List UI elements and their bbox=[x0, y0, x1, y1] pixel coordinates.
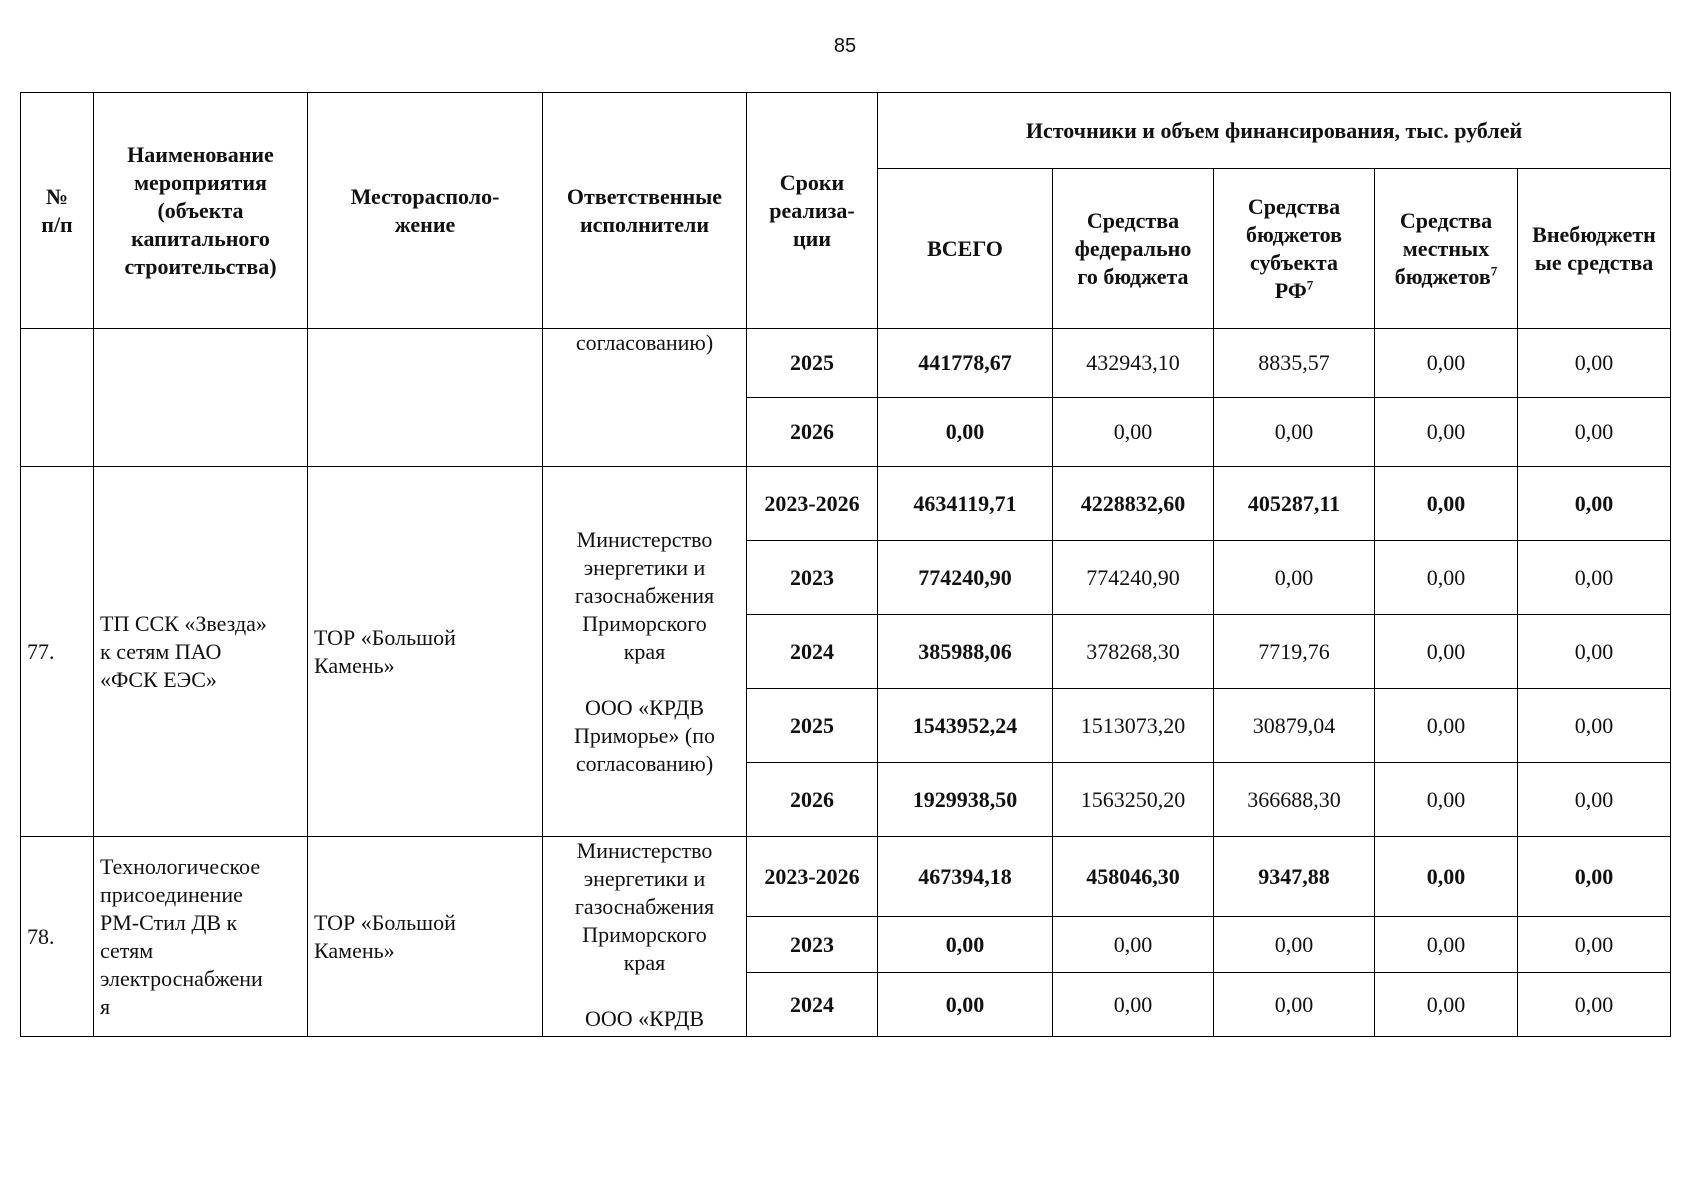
cell-extra: 0,00 bbox=[1518, 689, 1671, 763]
cell-federal: 0,00 bbox=[1053, 973, 1214, 1037]
cell-federal: 1563250,20 bbox=[1053, 763, 1214, 837]
cell-total: 774240,90 bbox=[878, 541, 1053, 615]
header-extra: Внебюджетн ые средства bbox=[1518, 169, 1671, 329]
cell-location-empty bbox=[308, 329, 543, 467]
cell-extra: 0,00 bbox=[1518, 973, 1671, 1037]
cell-extra: 0,00 bbox=[1518, 541, 1671, 615]
cell-total: 0,00 bbox=[878, 398, 1053, 467]
header-responsible: Ответственные исполнители bbox=[543, 93, 747, 329]
cell-year: 2024 bbox=[747, 973, 878, 1037]
cell-location: ТОР «Большой Камень» bbox=[308, 467, 543, 837]
cell-total: 4634119,71 bbox=[878, 467, 1053, 541]
cell-subject: 366688,30 bbox=[1214, 763, 1375, 837]
header-num: № п/п bbox=[21, 93, 94, 329]
cell-local: 0,00 bbox=[1375, 763, 1518, 837]
cell-total: 0,00 bbox=[878, 973, 1053, 1037]
cell-name: ТП ССК «Звезда» к сетям ПАО «ФСК ЕЭС» bbox=[94, 467, 308, 837]
cell-subject: 8835,57 bbox=[1214, 329, 1375, 398]
cell-year: 2026 bbox=[747, 398, 878, 467]
cell-extra: 0,00 bbox=[1518, 917, 1671, 973]
cell-total: 1543952,24 bbox=[878, 689, 1053, 763]
cell-location: ТОР «Большой Камень» bbox=[308, 837, 543, 1037]
header-period: Сроки реализа- ции bbox=[747, 93, 878, 329]
table-row bbox=[21, 837, 1671, 917]
cell-num-empty bbox=[21, 329, 94, 467]
cell-federal: 0,00 bbox=[1053, 917, 1214, 973]
cell-extra: 0,00 bbox=[1518, 837, 1671, 917]
header-local bbox=[1375, 169, 1518, 329]
cell-year: 2023 bbox=[747, 541, 878, 615]
cell-total: 467394,18 bbox=[878, 837, 1053, 917]
header-local-footnote: 7 bbox=[1490, 263, 1498, 279]
table-row bbox=[21, 467, 1671, 541]
cell-num: 77. bbox=[21, 467, 94, 837]
cell-federal: 4228832,60 bbox=[1053, 467, 1214, 541]
cell-subject: 0,00 bbox=[1214, 398, 1375, 467]
cell-total: 385988,06 bbox=[878, 615, 1053, 689]
cell-year: 2025 bbox=[747, 689, 878, 763]
cell-federal: 458046,30 bbox=[1053, 837, 1214, 917]
cell-responsible: Министерство энергетики и газоснабжения Приморского края ООО «КРДВ Приморье» (по согласованию) bbox=[543, 467, 747, 837]
cell-local: 0,00 bbox=[1375, 541, 1518, 615]
cell-total: 0,00 bbox=[878, 917, 1053, 973]
cell-extra: 0,00 bbox=[1518, 467, 1671, 541]
cell-local: 0,00 bbox=[1375, 689, 1518, 763]
cell-local: 0,00 bbox=[1375, 917, 1518, 973]
cell-year: 2024 bbox=[747, 615, 878, 689]
cell-extra: 0,00 bbox=[1518, 615, 1671, 689]
header-local-text: Средства местных бюджетов bbox=[1394, 207, 1493, 289]
cell-federal: 0,00 bbox=[1053, 398, 1214, 467]
cell-federal: 378268,30 bbox=[1053, 615, 1214, 689]
cell-subject: 0,00 bbox=[1214, 541, 1375, 615]
cell-total: 1929938,50 bbox=[878, 763, 1053, 837]
cell-federal: 774240,90 bbox=[1053, 541, 1214, 615]
cell-year: 2023-2026 bbox=[747, 837, 878, 917]
cell-name: Технологическое присоединение РМ-Стил ДВ к сетям электроснабжени я bbox=[94, 837, 308, 1037]
cell-year: 2023 bbox=[747, 917, 878, 973]
cell-subject: 0,00 bbox=[1214, 973, 1375, 1037]
cell-year: 2025 bbox=[747, 329, 878, 398]
cell-subject: 7719,76 bbox=[1214, 615, 1375, 689]
cell-federal: 1513073,20 bbox=[1053, 689, 1214, 763]
header-location: Месторасполо- жение bbox=[308, 93, 543, 329]
cell-extra: 0,00 bbox=[1518, 763, 1671, 837]
cell-subject: 9347,88 bbox=[1214, 837, 1375, 917]
cell-local: 0,00 bbox=[1375, 973, 1518, 1037]
header-total: ВСЕГО bbox=[878, 169, 1053, 329]
header-financing: Источники и объем финансирования, тыс. рублей bbox=[878, 93, 1671, 169]
cell-year: 2026 bbox=[747, 763, 878, 837]
cell-local: 0,00 bbox=[1375, 329, 1518, 398]
cell-total: 441778,67 bbox=[878, 329, 1053, 398]
cell-subject: 0,00 bbox=[1214, 917, 1375, 973]
cell-local: 0,00 bbox=[1375, 837, 1518, 917]
financing-table bbox=[20, 92, 1671, 1037]
cell-year: 2023-2026 bbox=[747, 467, 878, 541]
cell-local: 0,00 bbox=[1375, 467, 1518, 541]
header-name: Наименование мероприятия (объекта капитального строительства) bbox=[94, 93, 308, 329]
cell-responsible: Министерство энергетики и газоснабжения Приморского края ООО «КРДВ bbox=[543, 837, 747, 1037]
cell-local: 0,00 bbox=[1375, 398, 1518, 467]
header-federal: Средства федерально го бюджета bbox=[1053, 169, 1214, 329]
table-row bbox=[21, 329, 1671, 398]
cell-subject: 30879,04 bbox=[1214, 689, 1375, 763]
cell-subject: 405287,11 bbox=[1214, 467, 1375, 541]
header-subject bbox=[1214, 169, 1375, 329]
page-number: 85 bbox=[833, 35, 857, 57]
header-subject-text: Средства бюджетов субъекта РФ bbox=[1246, 193, 1342, 303]
header-subject-footnote: 7 bbox=[1306, 277, 1314, 293]
cell-name-empty bbox=[94, 329, 308, 467]
cell-local: 0,00 bbox=[1375, 615, 1518, 689]
cell-extra: 0,00 bbox=[1518, 398, 1671, 467]
cell-num: 78. bbox=[21, 837, 94, 1037]
cell-federal: 432943,10 bbox=[1053, 329, 1214, 398]
cell-extra: 0,00 bbox=[1518, 329, 1671, 398]
cell-responsible: согласованию) bbox=[543, 329, 747, 467]
